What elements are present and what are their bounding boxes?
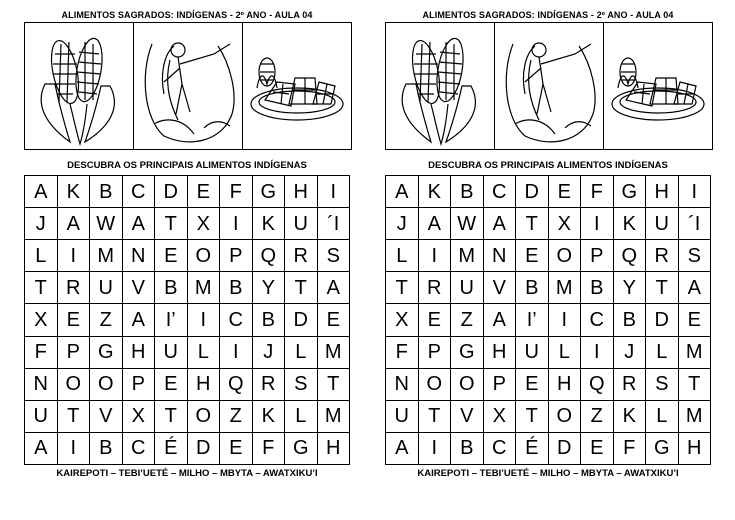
grid-letter: É	[516, 433, 549, 465]
grid-letter: F	[253, 433, 286, 465]
grid-letter: H	[285, 176, 318, 208]
grid-letter: D	[516, 176, 549, 208]
grid-letter: K	[614, 401, 647, 433]
grid-letter: A	[25, 176, 58, 208]
grid-letter: O	[549, 240, 582, 272]
grid-letter: A	[123, 208, 156, 240]
puzzle-heading: DESCUBRA OS PRINCIPAIS ALIMENTOS INDÍGENAS	[67, 160, 307, 171]
grid-letter: ´I	[318, 208, 351, 240]
grid-letter: I	[419, 240, 452, 272]
grid-letter: R	[285, 240, 318, 272]
grid-letter: R	[614, 369, 647, 401]
grid-letter: I’	[516, 304, 549, 336]
grid-letter: U	[90, 272, 123, 304]
tamale-plate-icon	[604, 23, 712, 149]
grid-letter: J	[253, 337, 286, 369]
grid-letter: T	[516, 401, 549, 433]
grid-letter: A	[386, 433, 419, 465]
grid-letter: F	[220, 176, 253, 208]
grid-letter: X	[123, 401, 156, 433]
grid-letter: O	[90, 369, 123, 401]
word-bank: KAIREPOTI – TEBI’UETÉ – MILHO – MBYTA – AWATXIKU’I	[56, 468, 318, 479]
grid-letter: U	[451, 272, 484, 304]
grid-letter: Z	[90, 304, 123, 336]
grid-letter: C	[581, 304, 614, 336]
grid-letter: E	[58, 304, 91, 336]
grid-letter: U	[646, 208, 679, 240]
grid-letter: V	[123, 272, 156, 304]
grid-letter: H	[484, 337, 517, 369]
worksheet-title: ALIMENTOS SAGRADOS: INDÍGENAS - 2º ANO - AULA 04	[61, 10, 313, 20]
grid-letter: K	[58, 176, 91, 208]
grid-letter: E	[318, 304, 351, 336]
grid-letter: ´I	[679, 208, 712, 240]
grid-letter: Q	[253, 240, 286, 272]
grid-letter: H	[318, 433, 351, 465]
grid-letter: F	[25, 337, 58, 369]
grid-letter: U	[285, 208, 318, 240]
grid-letter: B	[90, 433, 123, 465]
grid-letter: H	[549, 369, 582, 401]
grid-letter: I	[679, 176, 712, 208]
grid-letter: D	[549, 433, 582, 465]
grid-letter: T	[318, 369, 351, 401]
grid-letter: C	[123, 176, 156, 208]
grid-letter: X	[386, 304, 419, 336]
grid-letter: M	[318, 337, 351, 369]
grid-letter: L	[386, 240, 419, 272]
grid-letter: K	[253, 208, 286, 240]
grid-letter: Z	[581, 401, 614, 433]
grid-letter: E	[679, 304, 712, 336]
tamale-plate-icon	[243, 23, 351, 149]
grid-letter: M	[679, 401, 712, 433]
grid-letter: T	[516, 208, 549, 240]
indigenous-figure-icon	[134, 23, 243, 149]
grid-letter: N	[484, 240, 517, 272]
grid-letter: I	[581, 337, 614, 369]
grid-letter: A	[318, 272, 351, 304]
grid-letter: A	[484, 304, 517, 336]
grid-letter: E	[419, 304, 452, 336]
grid-letter: Y	[614, 272, 647, 304]
grid-letter: M	[679, 337, 712, 369]
grid-letter: T	[25, 272, 58, 304]
grid-letter: K	[614, 208, 647, 240]
grid-letter: P	[123, 369, 156, 401]
grid-letter: L	[646, 401, 679, 433]
grid-letter: S	[679, 240, 712, 272]
grid-letter: M	[90, 240, 123, 272]
grid-letter: P	[484, 369, 517, 401]
grid-letter: G	[90, 337, 123, 369]
grid-letter: E	[188, 176, 221, 208]
grid-letter: W	[451, 208, 484, 240]
grid-letter: E	[516, 369, 549, 401]
grid-letter: I	[58, 433, 91, 465]
grid-letter: I	[58, 240, 91, 272]
grid-letter: H	[679, 433, 712, 465]
grid-letter: C	[484, 176, 517, 208]
grid-letter: X	[484, 401, 517, 433]
grid-letter: R	[58, 272, 91, 304]
grid-letter: G	[285, 433, 318, 465]
grid-letter: O	[188, 401, 221, 433]
grid-letter: B	[451, 433, 484, 465]
grid-letter: H	[123, 337, 156, 369]
grid-letter: L	[285, 337, 318, 369]
worksheet-title: ALIMENTOS SAGRADOS: INDÍGENAS - 2º ANO - AULA 04	[422, 10, 674, 20]
grid-letter: O	[549, 401, 582, 433]
grid-letter: J	[614, 337, 647, 369]
grid-letter: T	[679, 369, 712, 401]
grid-letter: B	[451, 176, 484, 208]
grid-letter: O	[451, 369, 484, 401]
grid-letter: E	[549, 176, 582, 208]
word-bank: KAIREPOTI – TEBI’UETÉ – MILHO – MBYTA – AWATXIKU’I	[417, 468, 679, 479]
grid-letter: T	[155, 401, 188, 433]
grid-letter: M	[318, 401, 351, 433]
grid-letter: I	[419, 433, 452, 465]
grid-letter: G	[253, 176, 286, 208]
grid-letter: R	[253, 369, 286, 401]
grid-letter: F	[581, 176, 614, 208]
grid-letter: X	[25, 304, 58, 336]
grid-letter: S	[646, 369, 679, 401]
grid-letter: E	[155, 369, 188, 401]
grid-letter: Q	[220, 369, 253, 401]
grid-letter: D	[155, 176, 188, 208]
corn-icon	[25, 23, 134, 149]
grid-letter: U	[386, 401, 419, 433]
grid-letter: N	[386, 369, 419, 401]
grid-letter: A	[386, 176, 419, 208]
word-search-grid	[385, 175, 711, 465]
grid-letter: L	[25, 240, 58, 272]
grid-letter: D	[285, 304, 318, 336]
grid-letter: K	[419, 176, 452, 208]
grid-letter: Z	[451, 304, 484, 336]
grid-letter: U	[516, 337, 549, 369]
grid-letter: G	[451, 337, 484, 369]
grid-letter: L	[646, 337, 679, 369]
grid-letter: I	[220, 337, 253, 369]
grid-letter: L	[188, 337, 221, 369]
grid-letter: D	[646, 304, 679, 336]
grid-letter: H	[188, 369, 221, 401]
corn-icon	[386, 23, 495, 149]
grid-letter: B	[253, 304, 286, 336]
grid-letter: M	[451, 240, 484, 272]
grid-letter: Z	[220, 401, 253, 433]
grid-letter: P	[220, 240, 253, 272]
grid-letter: B	[581, 272, 614, 304]
grid-letter: F	[614, 433, 647, 465]
grid-letter: P	[58, 337, 91, 369]
grid-letter: Q	[614, 240, 647, 272]
grid-letter: H	[646, 176, 679, 208]
indigenous-figure-icon	[495, 23, 604, 149]
grid-letter: E	[155, 240, 188, 272]
grid-letter: A	[484, 208, 517, 240]
grid-letter: B	[516, 272, 549, 304]
illustration-strip	[385, 22, 713, 150]
grid-letter: I	[581, 208, 614, 240]
grid-letter: C	[484, 433, 517, 465]
grid-letter: G	[646, 433, 679, 465]
grid-letter: A	[25, 433, 58, 465]
grid-letter: B	[155, 272, 188, 304]
grid-letter: J	[386, 208, 419, 240]
grid-letter: I	[220, 208, 253, 240]
grid-letter: Q	[581, 369, 614, 401]
grid-letter: A	[123, 304, 156, 336]
grid-letter: É	[155, 433, 188, 465]
grid-letter: G	[614, 176, 647, 208]
grid-letter: C	[123, 433, 156, 465]
grid-letter: T	[646, 272, 679, 304]
grid-letter: N	[25, 369, 58, 401]
grid-letter: X	[549, 208, 582, 240]
grid-letter: M	[188, 272, 221, 304]
grid-letter: E	[516, 240, 549, 272]
grid-letter: Y	[253, 272, 286, 304]
grid-letter: M	[549, 272, 582, 304]
grid-letter: A	[679, 272, 712, 304]
grid-letter: V	[484, 272, 517, 304]
grid-letter: F	[386, 337, 419, 369]
grid-letter: I	[549, 304, 582, 336]
grid-letter: W	[90, 208, 123, 240]
grid-letter: E	[581, 433, 614, 465]
grid-letter: E	[220, 433, 253, 465]
grid-letter: N	[123, 240, 156, 272]
grid-letter: P	[419, 337, 452, 369]
grid-letter: I’	[155, 304, 188, 336]
grid-letter: B	[220, 272, 253, 304]
grid-letter: B	[614, 304, 647, 336]
grid-letter: T	[285, 272, 318, 304]
grid-letter: O	[58, 369, 91, 401]
grid-letter: S	[318, 240, 351, 272]
grid-letter: B	[90, 176, 123, 208]
grid-letter: P	[581, 240, 614, 272]
grid-letter: V	[451, 401, 484, 433]
grid-letter: R	[646, 240, 679, 272]
grid-letter: O	[188, 240, 221, 272]
grid-letter: U	[155, 337, 188, 369]
grid-letter: T	[386, 272, 419, 304]
grid-letter: T	[155, 208, 188, 240]
puzzle-heading: DESCUBRA OS PRINCIPAIS ALIMENTOS INDÍGENAS	[428, 160, 668, 171]
grid-letter: C	[220, 304, 253, 336]
grid-letter: I	[318, 176, 351, 208]
grid-letter: R	[419, 272, 452, 304]
grid-letter: A	[58, 208, 91, 240]
grid-letter: O	[419, 369, 452, 401]
grid-letter: A	[419, 208, 452, 240]
illustration-strip	[24, 22, 352, 150]
grid-letter: D	[188, 433, 221, 465]
grid-letter: J	[25, 208, 58, 240]
word-search-grid	[24, 175, 350, 465]
grid-letter: X	[188, 208, 221, 240]
grid-letter: S	[285, 369, 318, 401]
grid-letter: K	[253, 401, 286, 433]
grid-letter: U	[25, 401, 58, 433]
grid-letter: L	[549, 337, 582, 369]
grid-letter: I	[188, 304, 221, 336]
grid-letter: T	[419, 401, 452, 433]
grid-letter: L	[285, 401, 318, 433]
grid-letter: T	[58, 401, 91, 433]
grid-letter: V	[90, 401, 123, 433]
